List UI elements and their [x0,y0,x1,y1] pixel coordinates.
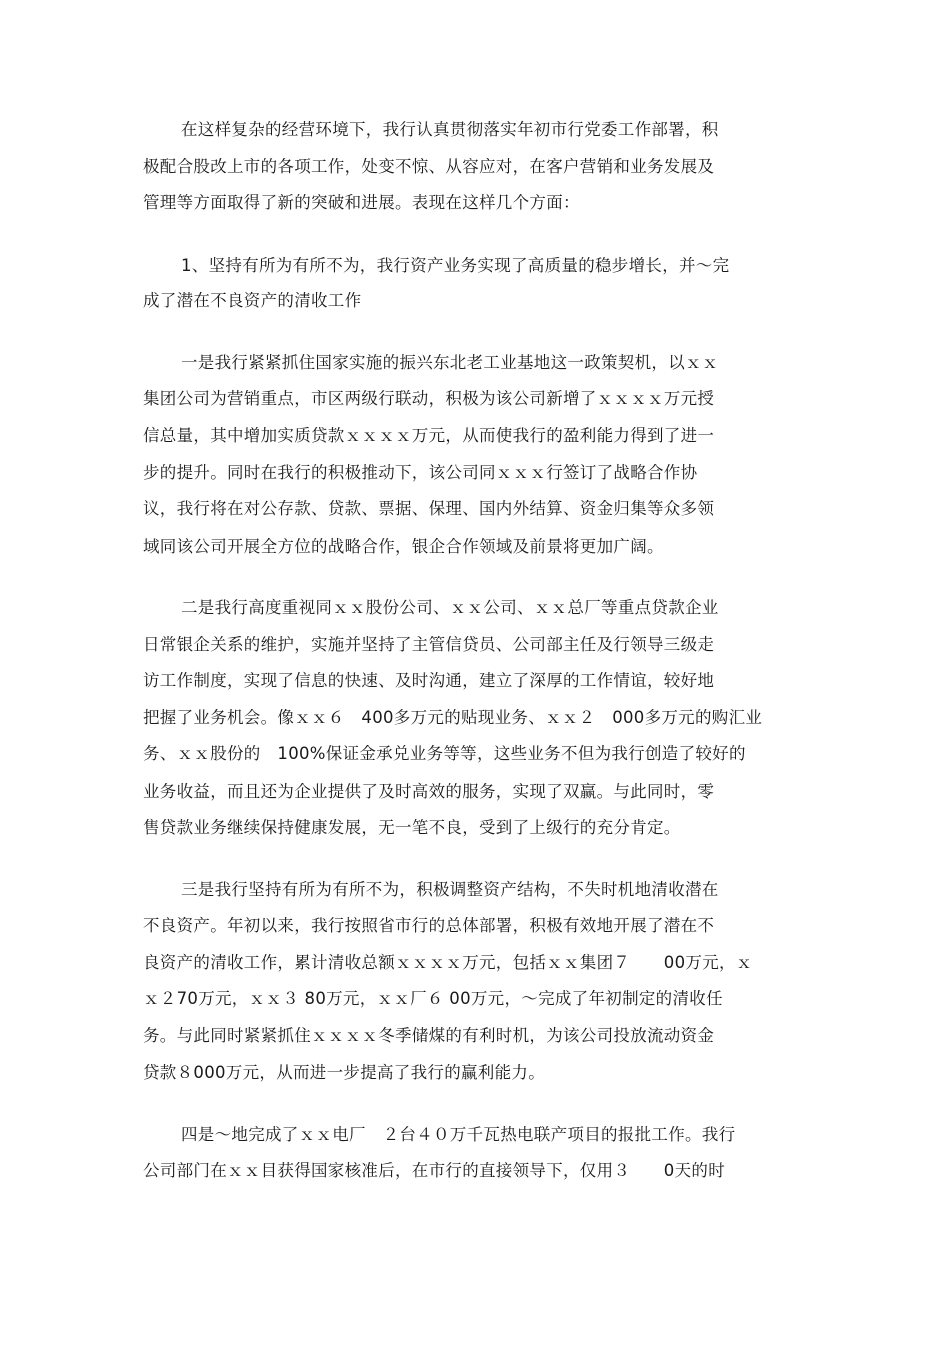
text-line: 在这样复杂的经营环境下，我行认真贯彻落实年初市行党委工作部署，积 [181,120,719,139]
text-line: 访工作制度，实现了信息的快速、及时沟通，建立了深厚的工作情谊，较好地 [143,671,715,690]
text-line: ｘ２70万元，ｘｘ３ 80万元，ｘｘ厂６ 00万元，～完成了年初制定的清收任 [143,989,723,1008]
text-line: 极配合股改上市的各项工作，处变不惊、从容应对，在客户营销和业务发展及 [143,157,715,176]
text-line: 管理等方面取得了新的突破和进展。表现在这样几个方面： [143,193,580,212]
text-line: 日常银企关系的维护，实施并坚持了主管信贷员、公司部主任及行领导三级走 [143,635,715,654]
text-line: 步的提升。同时在我行的积极推动下，该公司同ｘｘｘ行签订了战略合作协 [143,463,698,482]
text-line: 业务收益，而且还为企业提供了及时高效的服务，实现了双赢。与此同时，零 [143,782,715,801]
section-heading: 成了潜在不良资产的清收工作 [143,291,362,310]
text-line: 把握了业务机会。像ｘｘ６ 400多万元的贴现业务、ｘｘ２ 000多万元的购汇业 [143,708,763,727]
text-line: 集团公司为营销重点，市区两级行联动，积极为该公司新增了ｘｘｘｘ万元授 [143,389,715,408]
text-line: 公司部门在ｘｘ目获得国家核准后，在市行的直接领导下，仅用３ 0天的时 [143,1161,725,1180]
section-heading: 1、坚持有所为有所不为，我行资产业务实现了高质量的稳步增长，并～完 [181,256,730,275]
text-line: 信总量，其中增加实质贷款ｘｘｘｘ万元，从而使我行的盈利能力得到了进一 [143,426,715,445]
text-line: 一是我行紧紧抓住国家实施的振兴东北老工业基地这一政策契机，以ｘｘ [181,353,719,372]
text-line: 售贷款业务继续保持健康发展，无一笔不良，受到了上级行的充分肯定。 [143,818,681,837]
text-line: 议，我行将在对公存款、贷款、票据、保理、国内外结算、资金归集等众多领 [143,499,715,518]
text-line: 务。与此同时紧紧抓住ｘｘｘｘ冬季储煤的有利时机，为该公司投放流动资金 [143,1026,715,1045]
text-line: 二是我行高度重视同ｘｘ股份公司、ｘｘ公司、ｘｘ总厂等重点贷款企业 [181,598,719,617]
text-line: 不良资产。年初以来，我行按照省市行的总体部署，积极有效地开展了潜在不 [143,916,715,935]
text-line: 良资产的清收工作，累计清收总额ｘｘｘｘ万元，包括ｘｘ集团７ 00万元，ｘ [143,953,753,972]
text-line: 三是我行坚持有所为有所不为，积极调整资产结构，不失时机地清收潜在 [181,880,719,899]
text-line: 四是～地完成了ｘｘ电厂 ２台４０万千瓦热电联产项目的报批工作。我行 [181,1125,736,1144]
text-line: 务、ｘｘ股份的 100%保证金承兑业务等等，这些业务不但为我行创造了较好的 [143,744,746,763]
text-line: 贷款８000万元，从而进一步提高了我行的赢利能力。 [143,1063,545,1082]
text-line: 域同该公司开展全方位的战略合作，银企合作领域及前景将更加广阔。 [143,537,664,556]
